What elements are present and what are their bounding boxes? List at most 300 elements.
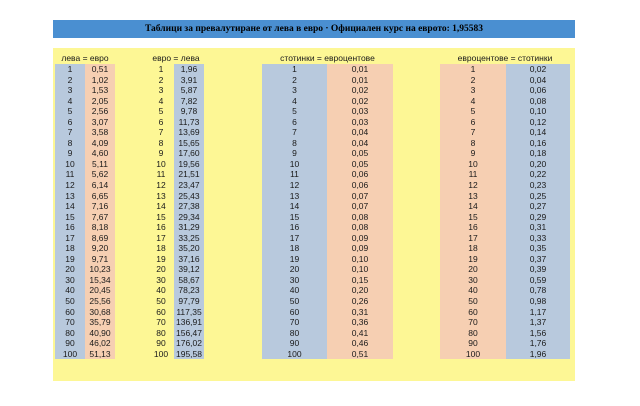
table-row [148,127,204,138]
table-row [55,243,115,254]
table-row [262,264,393,275]
leva-cell: 21,51 [174,169,204,180]
eurocents-cell: 0,08 [327,212,393,223]
stotinki-cell: 0,27 [506,201,570,212]
stotinki-cell: 50 [262,296,327,307]
conversion-table-3 [262,52,393,359]
table-row [148,180,204,191]
stotinki-cell: 90 [262,338,327,349]
euro-cell: 11 [156,169,166,180]
euro-cell: 40 [156,285,166,296]
stotinki-cell: 0,12 [506,117,570,128]
stotinki-cell: 1,96 [506,349,570,360]
table-row [55,96,115,107]
leva-cell: 8 [55,138,85,149]
leva-cell: 80 [55,328,85,339]
table-row [440,349,570,360]
table-row [148,317,204,328]
table-row [148,275,204,286]
table-row [440,243,570,254]
table-row [262,254,393,265]
euro-cell: 9,20 [85,243,115,254]
leva-cell: 18 [55,243,85,254]
table-row [55,317,115,328]
table-row [148,243,204,254]
euro-cell: 90 [156,338,166,349]
table-row [440,212,570,223]
eurocents-cell: 0,06 [327,180,393,191]
table-row [55,307,115,318]
eurocents-cell: 0,51 [327,349,393,360]
stotinki-cell: 5 [262,106,327,117]
table-row [55,117,115,128]
stotinki-cell: 40 [262,285,327,296]
table-row [262,307,393,318]
leva-cell: 50 [55,296,85,307]
eurocents-cell: 80 [440,328,506,339]
leva-cell: 70 [55,317,85,328]
table-row [55,138,115,149]
eurocents-cell: 0,03 [327,117,393,128]
table-row [440,96,570,107]
table-row [55,85,115,96]
stotinki-cell: 16 [262,222,327,233]
table-header: стотинки = евроцентове [280,53,375,63]
stotinki-cell: 0,35 [506,243,570,254]
leva-cell: 9,78 [174,106,204,117]
euro-cell: 1,53 [85,85,115,96]
leva-cell: 20 [55,264,85,275]
table-row [440,338,570,349]
euro-cell: 2 [158,74,164,85]
table-row [148,222,204,233]
eurocents-cell: 0,05 [327,148,393,159]
euro-cell: 7 [158,127,164,138]
stotinki-cell: 0,39 [506,264,570,275]
table-row [440,307,570,318]
euro-cell: 3,58 [85,127,115,138]
euro-cell: 18 [156,243,166,254]
table-row [55,159,115,170]
euro-cell: 16 [156,222,166,233]
leva-cell: 1 [55,64,85,75]
table-row [55,233,115,244]
leva-cell: 3,91 [174,75,204,86]
table-row [440,317,570,328]
stotinki-cell: 0,08 [506,96,570,107]
stotinki-cell: 0,04 [506,75,570,86]
euro-cell: 6,14 [85,180,115,191]
table-row [262,285,393,296]
eurocents-cell: 0,04 [327,138,393,149]
leva-cell: 31,29 [174,222,204,233]
leva-cell: 35,20 [174,243,204,254]
table-row [148,201,204,212]
table-row [148,254,204,265]
stotinki-cell: 0,59 [506,275,570,286]
leva-cell: 2 [55,75,85,86]
stotinki-cell: 2 [262,75,327,86]
euro-cell: 3,07 [85,117,115,128]
euro-cell: 5,11 [85,159,115,170]
euro-cell: 5 [158,106,164,117]
table-row [148,96,204,107]
stotinki-cell: 0,06 [506,85,570,96]
table-row [440,180,570,191]
table-row [262,64,393,75]
euro-cell: 40,90 [85,328,115,339]
eurocents-cell: 50 [440,296,506,307]
leva-cell: 27,38 [174,201,204,212]
leva-cell: 1,96 [174,64,204,75]
table-row [440,169,570,180]
table-row [55,75,115,86]
table-row [262,106,393,117]
eurocents-cell: 0,26 [327,296,393,307]
eurocents-cell: 19 [440,254,506,265]
euro-cell: 51,13 [85,349,115,360]
stotinki-cell: 0,33 [506,233,570,244]
euro-cell: 8 [158,137,164,148]
stotinki-cell: 12 [262,180,327,191]
table-row [262,127,393,138]
leva-cell: 40 [55,285,85,296]
euro-cell: 8,69 [85,233,115,244]
eurocents-cell: 0,09 [327,243,393,254]
table-row [55,201,115,212]
table-row [262,159,393,170]
leva-cell: 136,91 [176,317,202,328]
eurocents-cell: 0,05 [327,159,393,170]
eurocents-cell: 0,02 [327,85,393,96]
leva-cell: 19 [55,254,85,265]
table-header: евро = лева [152,53,200,63]
euro-cell: 70 [156,317,166,328]
leva-cell: 19,56 [174,159,204,170]
table-row [440,138,570,149]
table-row [262,222,393,233]
table-row [440,254,570,265]
eurocents-cell: 8 [440,138,506,149]
leva-cell: 33,25 [174,233,204,244]
table-row [55,169,115,180]
eurocents-cell: 17 [440,233,506,244]
table-row [440,127,570,138]
eurocents-cell: 0,10 [327,264,393,275]
table-row [148,191,204,202]
stotinki-cell: 70 [262,317,327,328]
eurocents-cell: 60 [440,307,506,318]
eurocents-cell: 7 [440,127,506,138]
table-row [262,75,393,86]
table-row [262,138,393,149]
table-row [148,64,204,75]
leva-cell: 25,43 [174,191,204,202]
eurocents-cell: 0,15 [327,275,393,286]
eurocents-cell: 0,04 [327,127,393,138]
eurocents-cell: 0,09 [327,233,393,244]
leva-cell: 58,67 [174,275,204,286]
stotinki-cell: 1,17 [506,307,570,318]
table-row [55,254,115,265]
table-row [262,180,393,191]
eurocents-cell: 11 [440,169,506,180]
leva-cell: 29,34 [174,212,204,223]
eurocents-cell: 16 [440,222,506,233]
table-row [148,75,204,86]
eurocents-cell: 4 [440,96,506,107]
euro-cell: 15,34 [85,275,115,286]
eurocents-cell: 0,46 [327,338,393,349]
stotinki-cell: 18 [262,243,327,254]
stotinki-cell: 0,14 [506,127,570,138]
stotinki-cell: 1 [262,64,327,75]
conversion-table-1 [55,52,115,359]
euro-cell: 80 [156,327,166,338]
table-row [440,64,570,75]
eurocents-cell: 13 [440,191,506,202]
table-row [55,338,115,349]
eurocents-cell: 3 [440,85,506,96]
stotinki-cell: 9 [262,148,327,159]
table-row [440,264,570,275]
eurocents-cell: 0,02 [327,96,393,107]
euro-cell: 0,51 [85,64,115,75]
eurocents-cell: 70 [440,317,506,328]
table-row [55,264,115,275]
table-row [262,328,393,339]
leva-cell: 11 [55,169,85,180]
leva-cell: 4 [55,96,85,107]
table-row [55,180,115,191]
stotinki-cell: 11 [262,169,327,180]
euro-cell: 2,56 [85,106,115,117]
table-row [148,264,204,275]
euro-cell: 12 [156,180,166,191]
table-row [262,233,393,244]
conversion-table-2 [148,52,204,359]
table-row [440,222,570,233]
conversion-table-4 [440,52,570,359]
leva-cell: 9 [55,148,85,159]
stotinki-cell: 19 [262,254,327,265]
table-row [148,138,204,149]
euro-cell: 20,45 [85,285,115,296]
stotinki-cell: 80 [262,328,327,339]
table-row [55,349,115,360]
euro-cell: 19 [156,253,166,264]
stotinki-cell: 7 [262,127,327,138]
euro-cell: 4 [158,95,164,106]
eurocents-cell: 0,31 [327,307,393,318]
euro-cell: 25,56 [85,296,115,307]
stotinki-cell: 14 [262,201,327,212]
eurocents-cell: 6 [440,117,506,128]
table-row [148,106,204,117]
table-row [148,212,204,223]
euro-cell: 5,62 [85,169,115,180]
eurocents-cell: 0,03 [327,106,393,117]
leva-cell: 15 [55,212,85,223]
table-row [55,275,115,286]
table-row [262,191,393,202]
leva-cell: 100 [55,349,85,360]
table-row [440,159,570,170]
eurocents-cell: 20 [440,264,506,275]
leva-cell: 17,60 [174,148,204,159]
table-row [440,148,570,159]
eurocents-cell: 0,01 [327,75,393,86]
eurocents-cell: 12 [440,180,506,191]
table-row [440,201,570,212]
table-row [148,349,204,360]
euro-cell: 35,79 [85,317,115,328]
leva-cell: 3 [55,85,85,96]
table-row [148,328,204,339]
stotinki-cell: 20 [262,264,327,275]
table-row [262,201,393,212]
leva-cell: 97,79 [174,296,204,307]
leva-cell: 5 [55,106,85,117]
table-row [55,148,115,159]
table-row [440,85,570,96]
leva-cell: 176,02 [176,338,202,349]
eurocents-cell: 0,07 [327,201,393,212]
table-row [440,296,570,307]
leva-cell: 37,16 [174,254,204,265]
table-row [55,212,115,223]
euro-cell: 3 [158,85,164,96]
table-row [440,75,570,86]
eurocents-cell: 0,10 [327,254,393,265]
eurocents-cell: 100 [440,349,506,360]
stotinki-cell: 4 [262,96,327,107]
leva-cell: 15,65 [174,138,204,149]
leva-cell: 156,47 [176,327,202,338]
leva-cell: 12 [55,180,85,191]
eurocents-cell: 0,07 [327,191,393,202]
stotinki-cell: 0,10 [506,106,570,117]
stotinki-cell: 0,16 [506,138,570,149]
eurocents-cell: 14 [440,201,506,212]
leva-cell: 195,58 [176,348,202,359]
stotinki-cell: 8 [262,138,327,149]
euro-cell: 9 [158,148,164,159]
leva-cell: 5,87 [174,85,204,96]
eurocents-cell: 0,01 [327,64,393,75]
leva-cell: 39,12 [174,264,204,275]
stotinki-cell: 0,02 [506,64,570,75]
euro-cell: 2,05 [85,96,115,107]
eurocents-cell: 40 [440,285,506,296]
table-row [148,85,204,96]
stotinki-cell: 0,20 [506,159,570,170]
stotinki-cell: 100 [262,349,327,360]
leva-cell: 11,73 [174,117,204,128]
euro-cell: 4,09 [85,138,115,149]
table-row [55,64,115,75]
euro-cell: 9,71 [85,254,115,265]
leva-cell: 10 [55,159,85,170]
table-row [262,148,393,159]
table-row [148,233,204,244]
table-row [440,328,570,339]
leva-cell: 14 [55,201,85,212]
stotinki-cell: 0,31 [506,222,570,233]
page-title: Таблици за превалутиране от лева в евро · Официален курс на еврото: 1,95583 [53,20,575,38]
euro-cell: 10,23 [85,264,115,275]
leva-cell: 7,82 [174,96,204,107]
euro-cell: 1,02 [85,75,115,86]
leva-cell: 6 [55,117,85,128]
euro-cell: 30 [156,274,166,285]
euro-cell: 46,02 [85,338,115,349]
table-row [55,127,115,138]
table-header: евроцентове = стотинки [457,53,553,63]
stotinki-cell: 17 [262,233,327,244]
eurocents-cell: 5 [440,106,506,117]
stotinki-cell: 1,56 [506,328,570,339]
euro-cell: 8,18 [85,222,115,233]
euro-cell: 6 [158,116,164,127]
stotinki-cell: 10 [262,159,327,170]
table-row [262,169,393,180]
eurocents-cell: 15 [440,212,506,223]
table-row [148,159,204,170]
euro-cell: 4,60 [85,148,115,159]
stotinki-cell: 30 [262,275,327,286]
euro-cell: 20 [156,264,166,275]
eurocents-cell: 0,06 [327,169,393,180]
table-row [440,191,570,202]
stotinki-cell: 0,25 [506,191,570,202]
euro-cell: 60 [156,306,166,317]
table-row [55,285,115,296]
table-row [262,96,393,107]
table-row [262,338,393,349]
leva-cell: 17 [55,233,85,244]
leva-cell: 60 [55,307,85,318]
table-row [262,296,393,307]
eurocents-cell: 90 [440,338,506,349]
leva-cell: 13 [55,191,85,202]
stotinki-cell: 0,37 [506,254,570,265]
leva-cell: 30 [55,275,85,286]
leva-cell: 117,35 [174,307,204,318]
table-row [262,243,393,254]
leva-cell: 7 [55,127,85,138]
stotinki-cell: 3 [262,85,327,96]
eurocents-cell: 18 [440,243,506,254]
eurocents-cell: 1 [440,64,506,75]
euro-cell: 13 [156,190,166,201]
euro-cell: 15 [156,211,166,222]
table-row [262,349,393,360]
table-row [148,338,204,349]
eurocents-cell: 9 [440,148,506,159]
stotinki-cell: 0,29 [506,212,570,223]
stotinki-cell: 0,22 [506,169,570,180]
eurocents-cell: 0,08 [327,222,393,233]
stotinki-cell: 0,23 [506,180,570,191]
stotinki-cell: 1,37 [506,317,570,328]
leva-cell: 90 [55,338,85,349]
eurocents-cell: 0,36 [327,317,393,328]
stotinki-cell: 0,18 [506,148,570,159]
euro-cell: 7,16 [85,201,115,212]
table-row [440,285,570,296]
table-header: лева = евро [61,53,109,63]
